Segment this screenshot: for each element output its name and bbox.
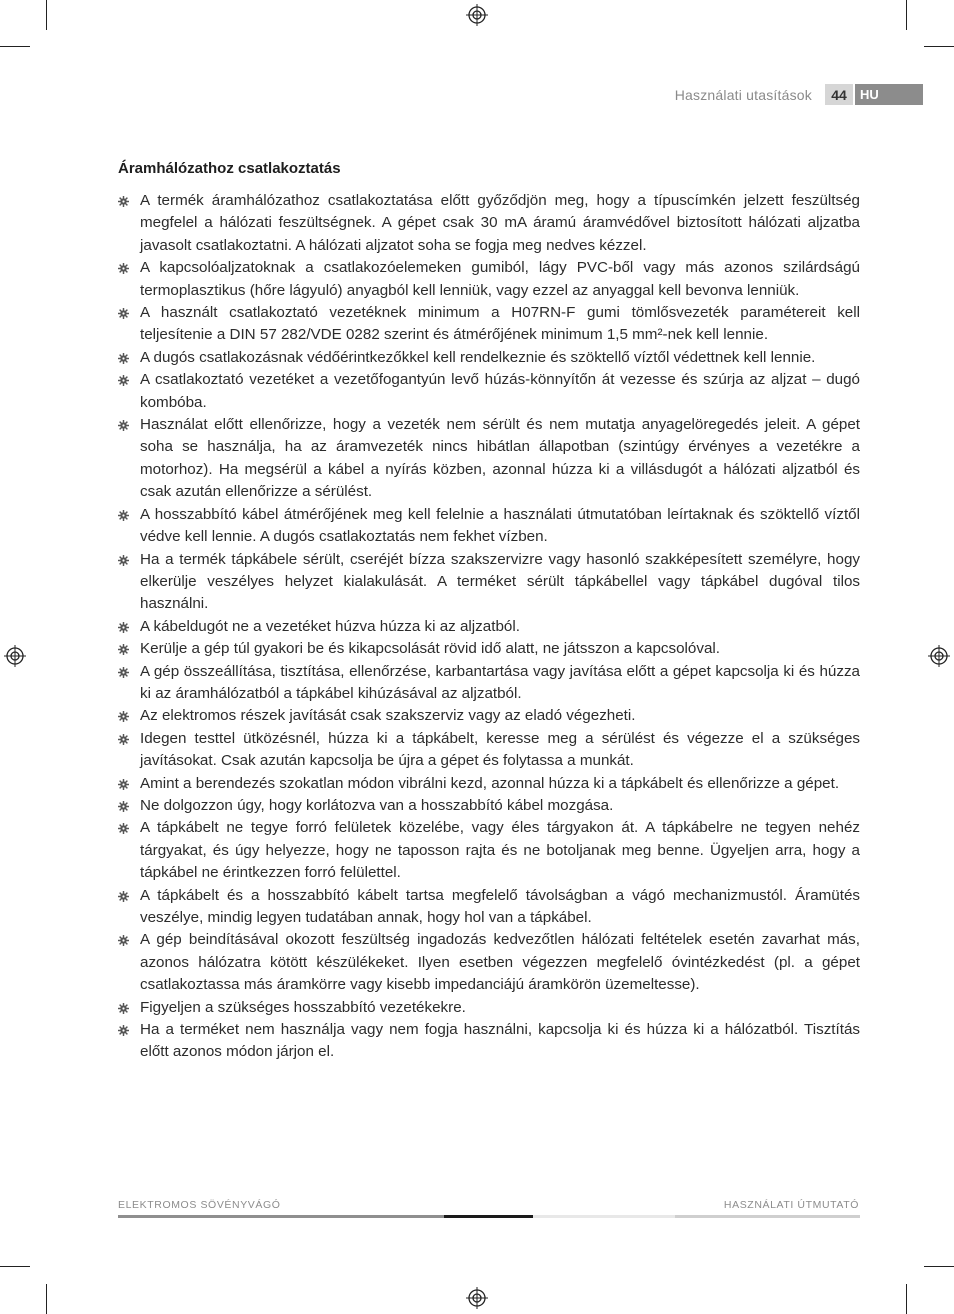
gear-bullet-icon	[118, 196, 129, 207]
list-item	[118, 414, 860, 504]
footer-bar-segment	[533, 1215, 675, 1218]
list-item-text: A hosszabbító kábel átmérőjének meg kell felelnie a használati útmutatóban leírtaknak és szöktellő víztől védve kell lennie. A dugós csatlakoztatás nem fekhet vízben.	[140, 505, 860, 546]
footer-bar-segment	[675, 1215, 860, 1218]
header-label: Használati utasítások	[674, 87, 812, 103]
list-item	[118, 997, 860, 1019]
list-item-text: A dugós csatlakozásnak védőérintkezőkkel kell rendelkeznie és szöktellő víztől védettnek kell lennie.	[140, 348, 816, 366]
list-item-text: A használt csatlakoztató vezetéknek minimum a H07RN-F gumi tömlősvezeték paramétereit kell teljesítenie a DIN 57 282/VDE 0282 szerint és átmérőjének minimum 1,5 mm²-nek kell lennie.	[140, 304, 860, 344]
language-badge: HU	[855, 84, 923, 105]
list-item	[118, 302, 860, 347]
list-item-text: Amint a berendezés szokatlan módon vibrálni kezd, azonnal húzza ki a tápkábelt és ellenőrizze a gépet.	[140, 774, 840, 792]
list-item	[118, 661, 860, 706]
crop-mark	[906, 1284, 907, 1314]
list-item	[118, 549, 860, 616]
gear-bullet-icon	[118, 801, 129, 812]
list-item-text: A kábeldugót ne a vezetéket húzva húzza ki az aljzatból.	[140, 617, 520, 635]
list-item-text: A tápkábelt ne tegye forró felületek közelébe, vagy éles tárgyakon át. A tápkábelre ne tegyen nehéz tárgyakat, és úgy helyezze, hogy ne taposson rajta és ne botoljanak meg benne. Ügyeljen arra, hogy a tápkábel ne érintkezzen forró felülettel.	[140, 819, 860, 882]
list-item-text: A termék áramhálózathoz csatlakoztatása előtt győződjön meg, hogy a típuscímkén jelzett feszültség megfelel a hálózati feszültségnek. A gépet csak 30 mA áramú áramvédővel biztosított hálózati aljzatba javasolt csatlakoztatni. A hálózati aljzatot soha se fogja meg nedves kézzel.	[140, 192, 860, 254]
gear-bullet-icon	[118, 779, 129, 790]
footer-document-type: HASZNÁLATI ÚTMUTATÓ	[723, 1199, 859, 1211]
list-item-text: Kerülje a gép túl gyakori be és kikapcsolását rövid idő alatt, ne játsszon a kapcsolóval.	[140, 640, 720, 658]
list-item	[118, 369, 860, 414]
footer-product-name: ELEKTROMOS SÖVÉNYVÁGÓ	[118, 1199, 281, 1211]
list-item	[118, 1019, 860, 1064]
list-item	[118, 616, 860, 638]
list-item	[118, 929, 860, 996]
registration-mark-icon	[466, 4, 488, 26]
gear-bullet-icon	[118, 622, 129, 633]
gear-bullet-icon	[118, 353, 129, 364]
list-item	[118, 885, 860, 930]
gear-bullet-icon	[118, 734, 129, 745]
list-item	[118, 504, 860, 549]
footer-bar-segment	[118, 1215, 444, 1218]
list-item	[118, 795, 860, 817]
list-item-text: A csatlakoztató vezetéket a vezetőfogantyún levő húzás-könnyítőn át vezesse és szúrja az aljzat – dugó kombóba.	[140, 371, 860, 411]
registration-mark-icon	[4, 645, 26, 667]
gear-bullet-icon	[118, 823, 129, 834]
list-item-text: Ha a terméket nem használja vagy nem fogja használni, kapcsolja ki és húzza ki a hálózatból. Tisztítás előtt azonos módon járjon el.	[140, 1021, 860, 1061]
gear-bullet-icon	[118, 667, 129, 678]
gear-bullet-icon	[118, 935, 129, 946]
crop-mark	[46, 0, 47, 30]
list-item	[118, 190, 860, 257]
gear-bullet-icon	[118, 263, 129, 274]
list-item	[118, 705, 860, 727]
list-item	[118, 638, 860, 660]
crop-mark	[0, 1266, 30, 1267]
list-item-text: Az elektromos részek javítását csak szakszerviz vagy az eladó végezheti.	[140, 707, 636, 725]
gear-bullet-icon	[118, 308, 129, 319]
section-title: Áramhálózathoz csatlakoztatás	[118, 160, 341, 177]
list-item-text: A kapcsolóaljzatoknak a csatlakozóelemeken gumiból, lágy PVC-ből vagy más azonos szilárdságú termoplasztikus (hőre lágyuló) anyagból kell lenniük, vagy ezzel az anyaggal kell bevonva lenniük.	[140, 259, 860, 299]
crop-mark	[0, 46, 30, 47]
list-item	[118, 728, 860, 773]
gear-bullet-icon	[118, 891, 129, 902]
gear-bullet-icon	[118, 1025, 129, 1036]
list-item-text: Idegen testtel ütközésnél, húzza ki a tápkábelt, keresse meg a sérülést és végezze el a szükséges javításokat. Csak azután kapcsolja be újra a gépet és folytassa a munkát.	[140, 729, 860, 770]
footer-bar-segment	[444, 1215, 533, 1218]
gear-bullet-icon	[118, 644, 129, 655]
page-number: 44	[825, 84, 853, 105]
crop-mark	[906, 0, 907, 30]
crop-mark	[924, 1266, 954, 1267]
gear-bullet-icon	[118, 375, 129, 386]
list-item-text: Használat előtt ellenőrizze, hogy a vezeték nem sérült és nem mutatja anyagelöregedés jeleit. A gépet soha se használja, ha az áramvezeték nincs hibátlan állapotban (szintúgy érvényes a vezetékre a motorhoz). Ha megsérül a kábel a nyírás közben, azonnal húzza ki a villásdugót a hálózati aljzatból és csak azután ellenőrizze a sérülést.	[140, 416, 860, 501]
registration-mark-icon	[928, 645, 950, 667]
list-item-text: A tápkábelt és a hosszabbító kábelt tartsa megfelelő távolságban a vágó mechanizmustól. Áramütés veszélye, mindig legyen tudatában annak, hogy hol van a tápkábel.	[140, 886, 860, 926]
registration-mark-icon	[466, 1287, 488, 1309]
crop-mark	[46, 1284, 47, 1314]
instruction-list	[118, 190, 860, 1064]
gear-bullet-icon	[118, 1003, 129, 1014]
gear-bullet-icon	[118, 420, 129, 431]
gear-bullet-icon	[118, 510, 129, 521]
list-item	[118, 773, 860, 795]
list-item-text: Ne dolgozzon úgy, hogy korlátozva van a hosszabbító kábel mozgása.	[140, 796, 614, 814]
list-item	[118, 257, 860, 302]
list-item	[118, 347, 860, 369]
gear-bullet-icon	[118, 555, 129, 566]
list-item-text: Figyeljen a szükséges hosszabbító vezetékekre.	[140, 998, 466, 1016]
list-item-text: A gép összeállítása, tisztítása, ellenőrzése, karbantartása vagy javítása előtt a gépet kapcsolja ki és húzza ki az áramhálózatból a tápkábel kihúzásával az aljzatból.	[140, 662, 860, 702]
crop-mark	[924, 46, 954, 47]
gear-bullet-icon	[118, 711, 129, 722]
list-item	[118, 817, 860, 884]
list-item-text: A gép beindításával okozott feszültség ingadozás kedvezőtlen hálózati feltételek esetén zavarhat más, azonos hálózatra kötött készülékeket. Ilyen esetben végezzen megfelelő óvintézkedést (pl. a gépet csatlakoztassa más áramkörre vagy kisebb impedanciájú áramkörön üzemeltesse).	[140, 931, 860, 994]
list-item-text: Ha a termék tápkábele sérült, cseréjét bízza szakszervizre vagy hasonló szakképesített személyre, hogy elkerülje veszélyes helyzet kialakulását. A terméket sérült tápkábellel vagy tápkábel dugóval tilos használni.	[140, 550, 860, 613]
